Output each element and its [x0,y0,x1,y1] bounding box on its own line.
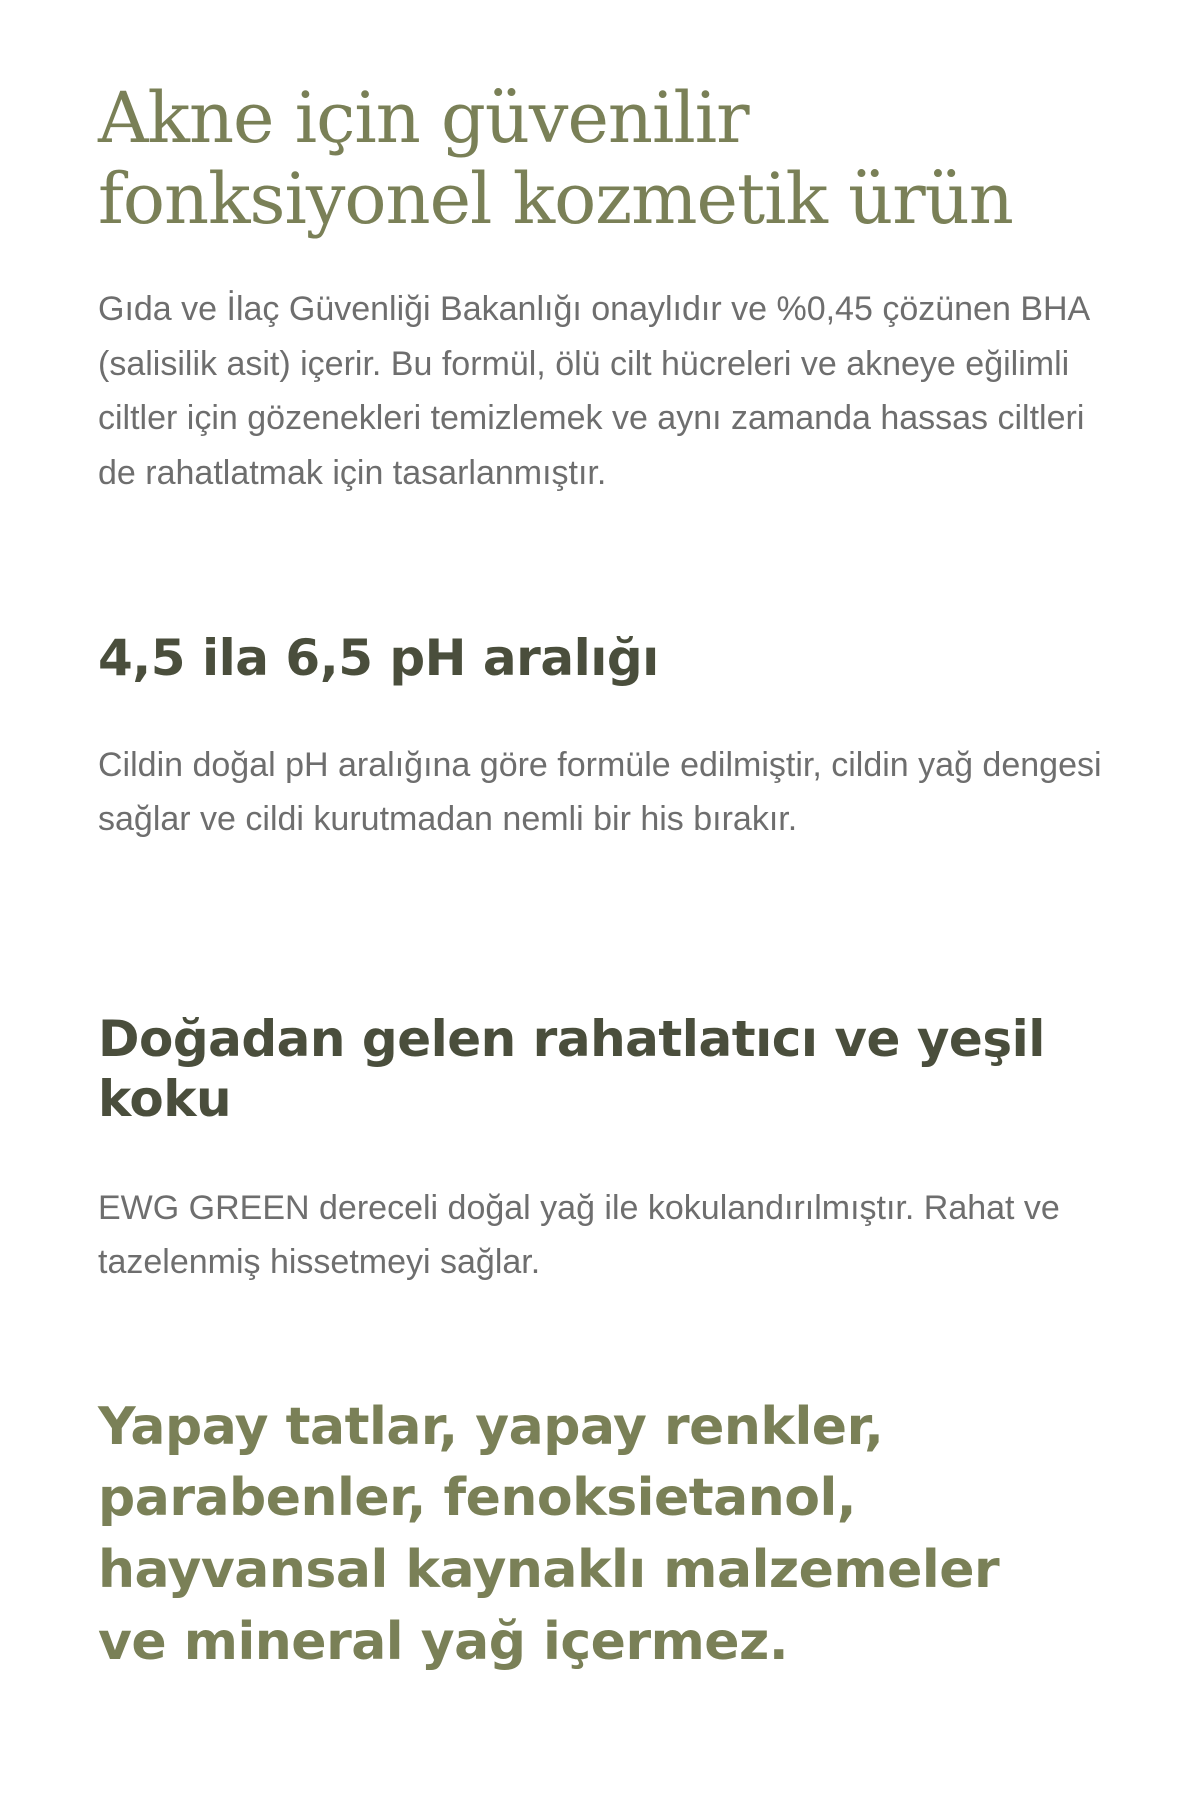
free-from-statement: Yapay tatlar, yapay renkler, parabenler, fenoksietanol, hayvansal kaynaklı malzemeler ve mineral yağ içermez. [98,1396,1000,1672]
ph-range-heading: 4,5 ila 6,5 pH aralığı [98,628,659,687]
ph-range-text: Cildin doğal pH aralığına göre formüle edilmiştir, cildin yağ dengesi sağlar ve cildi kurutmadan nemli bir his bırakır. [98,745,1102,839]
content-column [98,78,1118,1679]
main-title: Akne için güvenilir fonksiyonel kozmetik ürün [98,77,1013,241]
fragrance-heading: Doğadan gelen rahatlatıcı ve yeşil koku [98,1009,1045,1128]
fragrance-text: EWG GREEN dereceli doğal yağ ile kokulandırılmıştır. Rahat ve tazelenmiş hissetmeyi sağlar. [98,1188,1060,1282]
intro-paragraph: Gıda ve İlaç Güvenliği Bakanlığı onaylıdır ve %0,45 çözünen BHA (salisilik asit) içerir. Bu formül, ölü cilt hücreleri ve akneye eğilimli ciltler için gözenekleri temizlemek ve aynı zamanda hassas ciltleri de rahatlatmak için tasarlanmıştır. [98,290,1089,492]
